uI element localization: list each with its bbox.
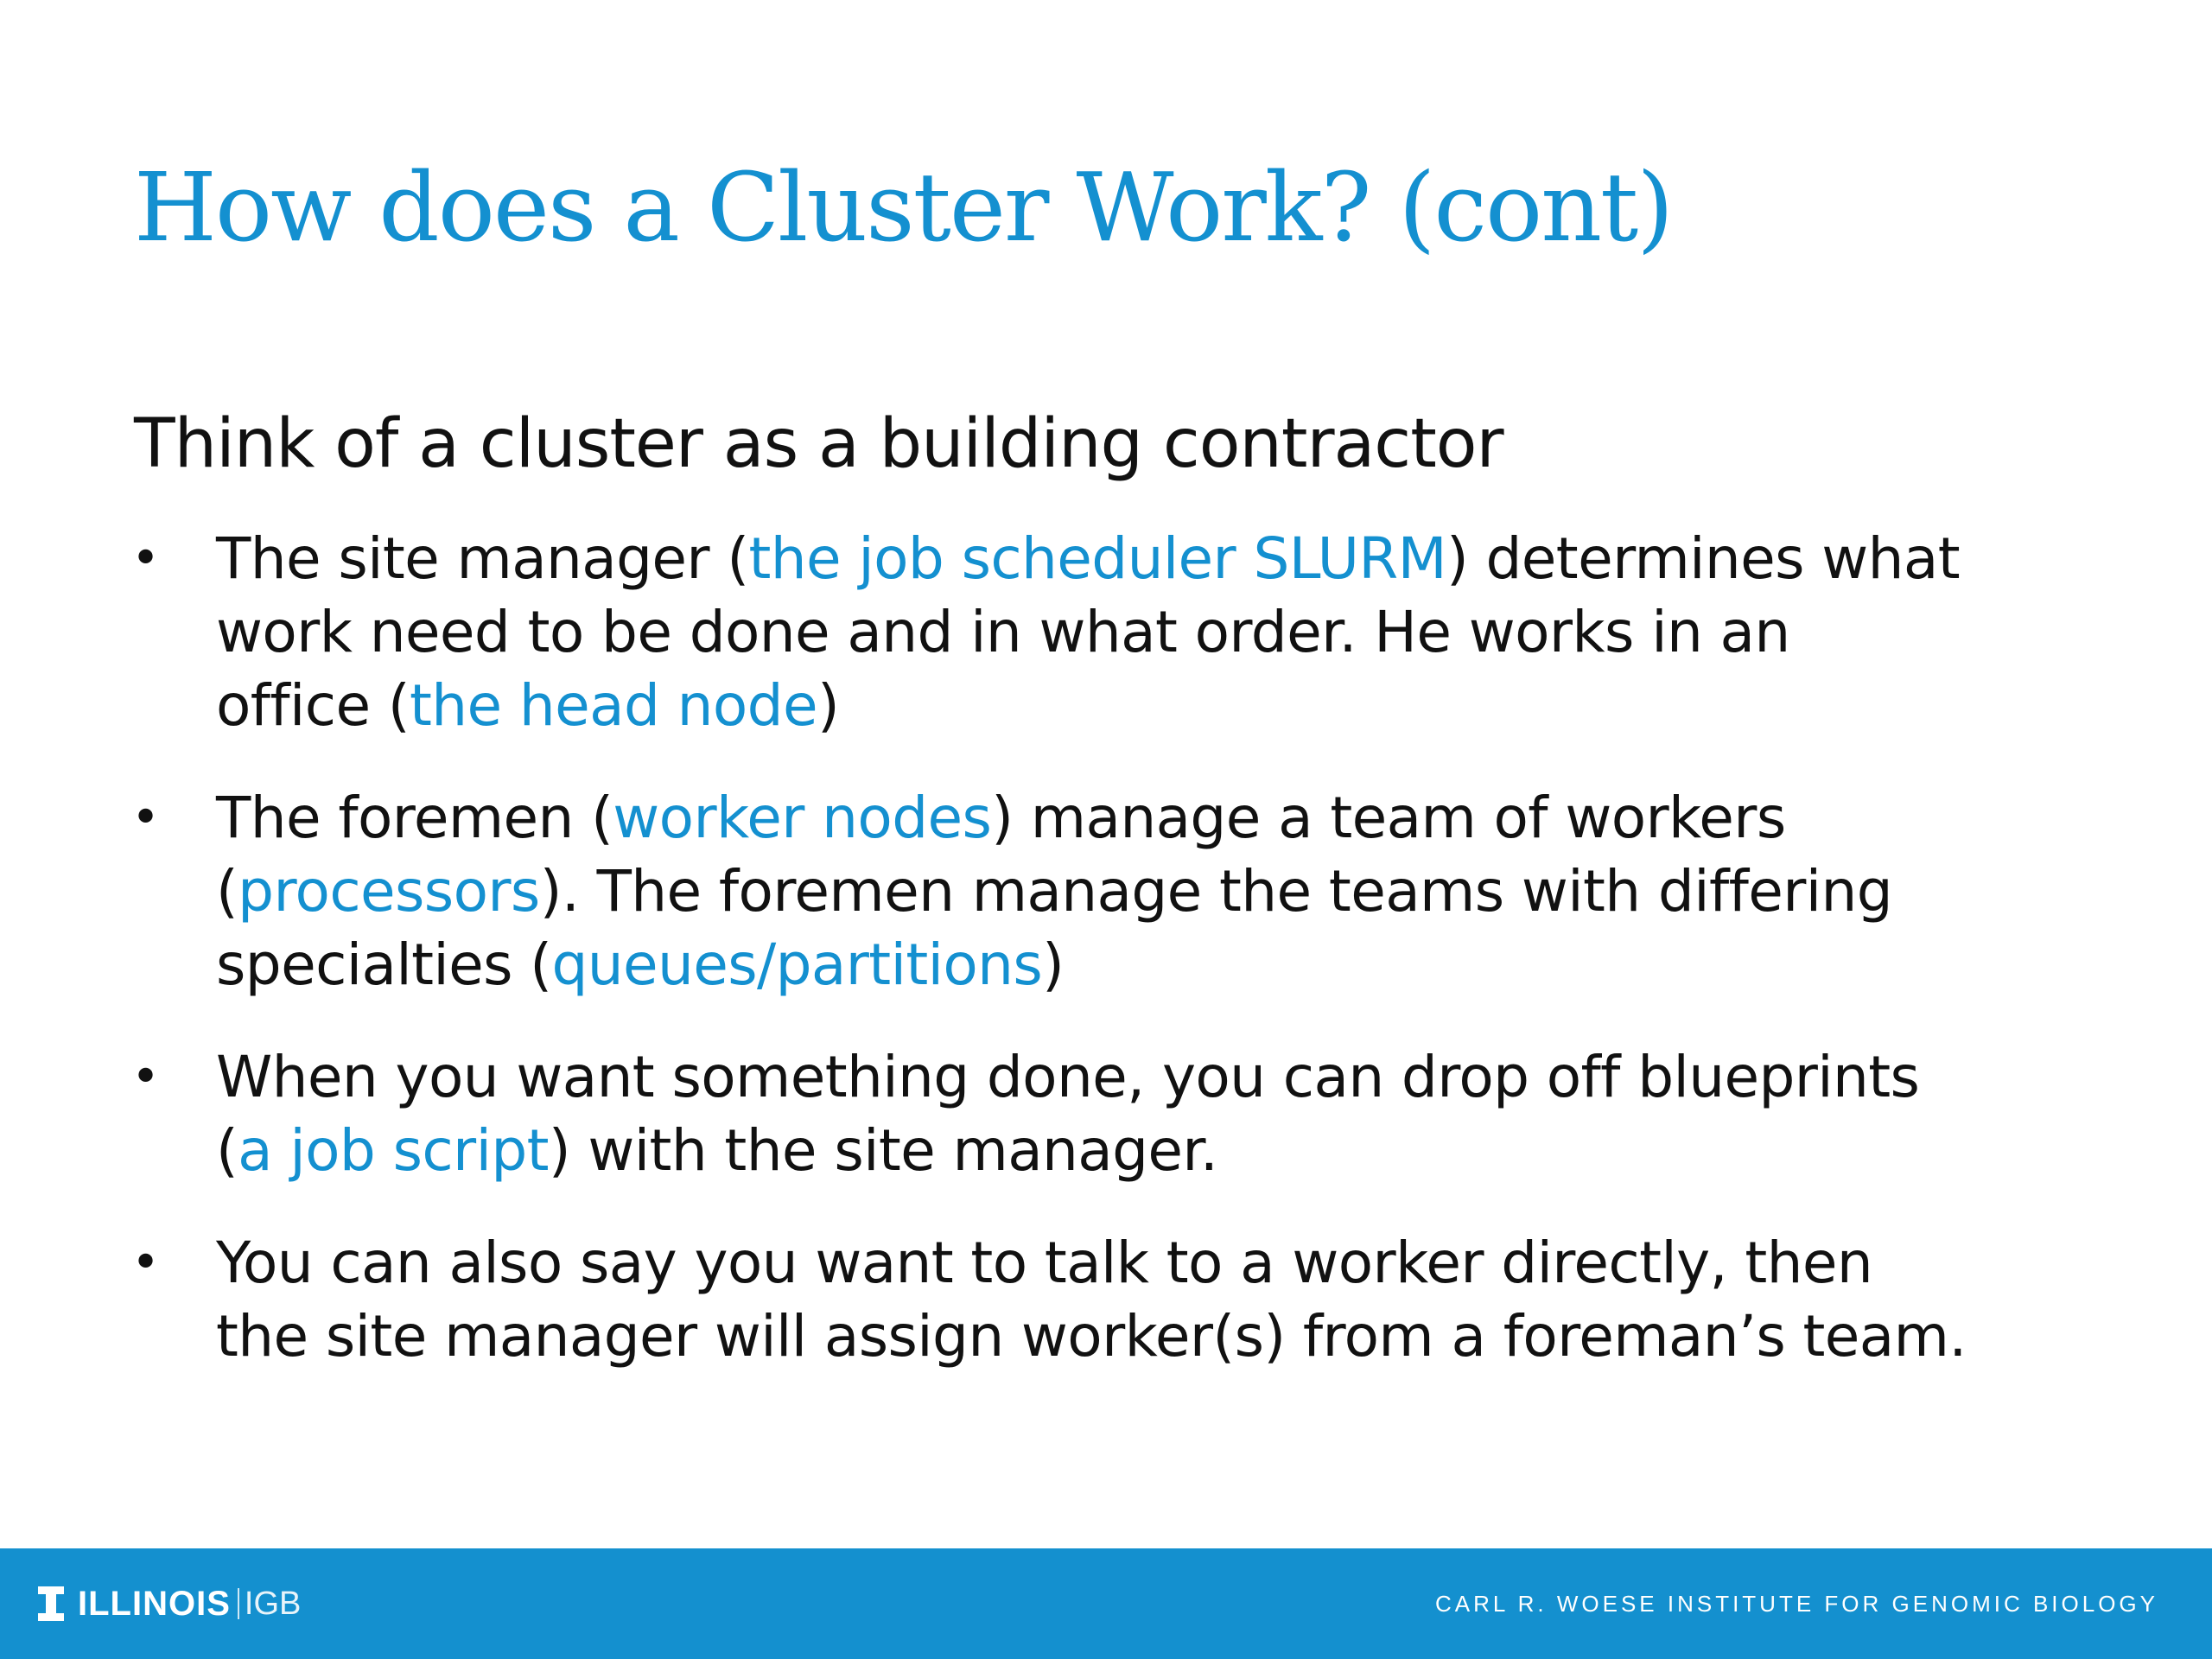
bullet-text: ) manage a team of workers: [991, 785, 1786, 851]
bullet-item: [0, 1226, 2117, 1373]
bullet-text: the site manager will assign worker(s) from a foreman’s team.: [216, 1303, 1967, 1370]
highlighted-term: a job script: [238, 1117, 549, 1184]
bullet-text: work need to be done and in what order. He works in an: [216, 599, 1790, 665]
slide-title: How does a Cluster Work? (cont): [134, 152, 1673, 263]
bullet-line: [216, 522, 2117, 595]
highlighted-term: queues/partitions: [551, 931, 1043, 998]
bullet-marker: •: [131, 531, 160, 587]
highlighted-term: worker nodes: [613, 785, 992, 851]
highlighted-term: the head node: [410, 672, 817, 739]
bullet-text: When you want something done, you can drop off blueprints: [216, 1044, 1920, 1110]
bullet-text: ) with the site manager.: [548, 1117, 1218, 1184]
bullet-item: [0, 1040, 2117, 1187]
logo-suffix: IGB: [244, 1585, 302, 1622]
bullet-text: ): [1042, 931, 1065, 998]
bullet-line: [216, 1114, 2117, 1187]
bullet-line: [216, 1040, 2117, 1114]
bullet-line: [216, 1300, 2117, 1373]
logo-wordmark: ILLINOIS: [78, 1584, 231, 1623]
bullet-line: [216, 855, 2117, 928]
footer-bar: [0, 1548, 2212, 1659]
illinois-block-i-icon: [38, 1586, 64, 1621]
bullet-text: The foremen (: [216, 785, 613, 851]
bullet-line: [216, 1226, 2117, 1300]
bullet-line: [216, 781, 2117, 855]
highlighted-term: processors: [238, 858, 540, 925]
bullet-marker: •: [131, 1235, 160, 1291]
bullet-text: (: [216, 858, 238, 925]
bullet-line: [216, 595, 2117, 669]
illinois-igb-logo: [38, 1581, 301, 1626]
bullet-item: [0, 781, 2117, 1001]
bullet-text: You can also say you want to talk to a worker directly, then: [216, 1230, 1873, 1296]
bullet-text: ). The foremen manage the teams with differing: [539, 858, 1893, 925]
slide-intro: Think of a cluster as a building contractor: [134, 405, 1503, 483]
logo-divider: [238, 1588, 239, 1619]
institute-name: CARL R. WOESE INSTITUTE FOR GENOMIC BIOLOGY: [1435, 1591, 2158, 1617]
bullet-text: specialties (: [216, 931, 552, 998]
highlighted-term: the job scheduler SLURM: [748, 525, 1446, 592]
bullet-text: office (: [216, 672, 410, 739]
bullet-line: [216, 928, 2117, 1001]
bullet-text: (: [216, 1117, 238, 1184]
bullet-item: [0, 522, 2117, 742]
bullet-text: ) determines what: [1446, 525, 1961, 592]
bullet-text: ): [817, 672, 840, 739]
bullet-marker: •: [131, 1049, 160, 1105]
bullet-text: The site manager (: [216, 525, 749, 592]
bullet-marker: •: [131, 790, 160, 846]
bullet-line: [216, 669, 2117, 742]
bullet-list: [0, 522, 2212, 1412]
